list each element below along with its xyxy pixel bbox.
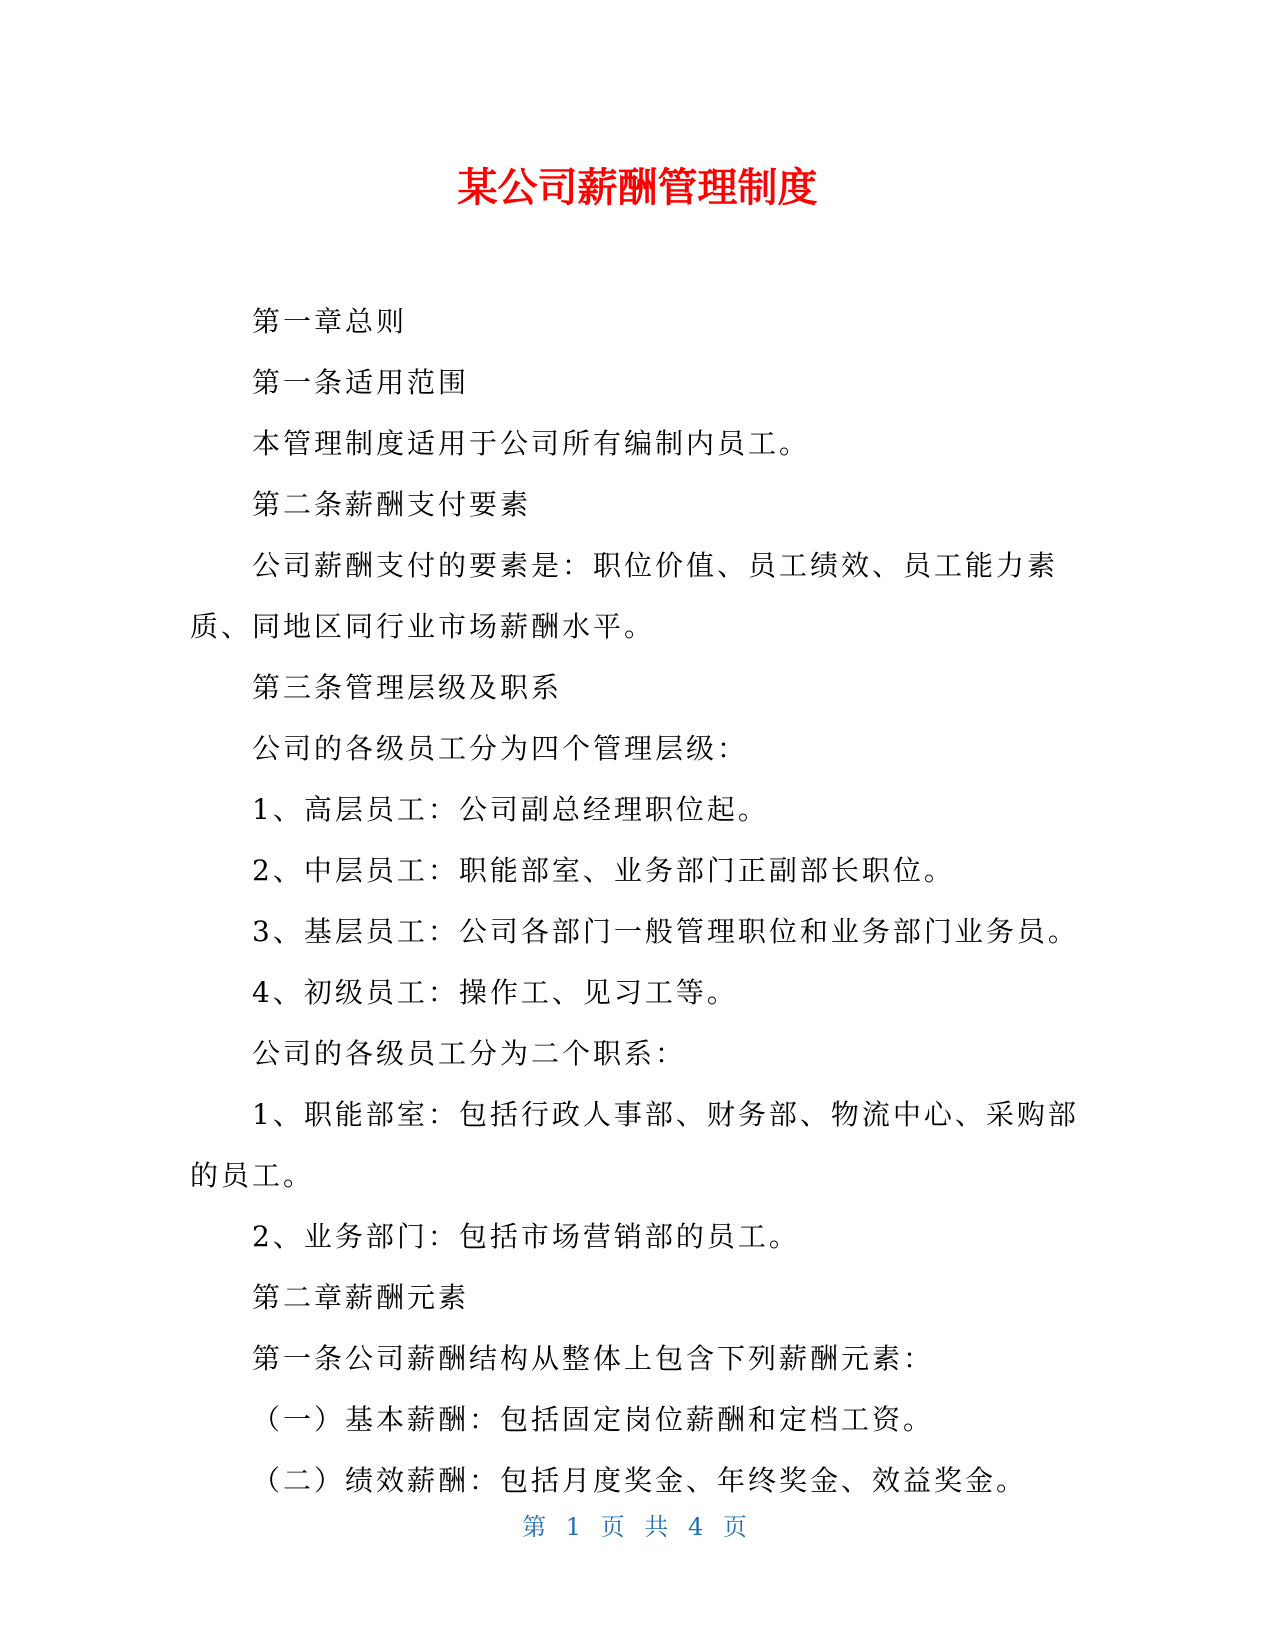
list-item: 1、职能部室：包括行政人事部、财务部、物流中心、采购部的员工。 bbox=[190, 1098, 1079, 1192]
article-heading: 第三条管理层级及职系 bbox=[252, 671, 563, 704]
document-body bbox=[190, 291, 1090, 1511]
paragraph: 公司薪酬支付的要素是：职位价值、员工绩效、员工能力素质、同地区同行业市场薪酬水平。 bbox=[190, 549, 1059, 643]
paragraph: 公司的各级员工分为二个职系： bbox=[252, 1037, 687, 1070]
article-heading: 第一条公司薪酬结构从整体上包含下列薪酬元素： bbox=[252, 1342, 935, 1375]
chapter-heading: 第二章薪酬元素 bbox=[252, 1281, 470, 1314]
article-heading: 第二条薪酬支付要素 bbox=[252, 488, 532, 521]
list-item: 4、初级员工：操作工、见习工等。 bbox=[252, 976, 738, 1009]
list-item: （二）绩效薪酬：包括月度奖金、年终奖金、效益奖金。 bbox=[252, 1464, 1028, 1497]
document-title: 某公司薪酬管理制度 bbox=[457, 165, 818, 211]
list-item: 1、高层员工：公司副总经理职位起。 bbox=[252, 793, 769, 826]
paragraph: 本管理制度适用于公司所有编制内员工。 bbox=[252, 427, 811, 460]
page-number-footer: 第 1 页 共 4 页 bbox=[522, 1513, 753, 1541]
article-heading: 第一条适用范围 bbox=[252, 366, 470, 399]
list-item: （一）基本薪酬：包括固定岗位薪酬和定档工资。 bbox=[252, 1403, 935, 1436]
chapter-heading: 第一章总则 bbox=[252, 305, 408, 338]
list-item: 2、中层员工：职能部室、业务部门正副部长职位。 bbox=[252, 854, 955, 887]
list-item: 2、业务部门：包括市场营销部的员工。 bbox=[252, 1220, 800, 1253]
list-item: 3、基层员工：公司各部门一般管理职位和业务部门业务员。 bbox=[252, 915, 1079, 948]
paragraph: 公司的各级员工分为四个管理层级： bbox=[252, 732, 749, 765]
